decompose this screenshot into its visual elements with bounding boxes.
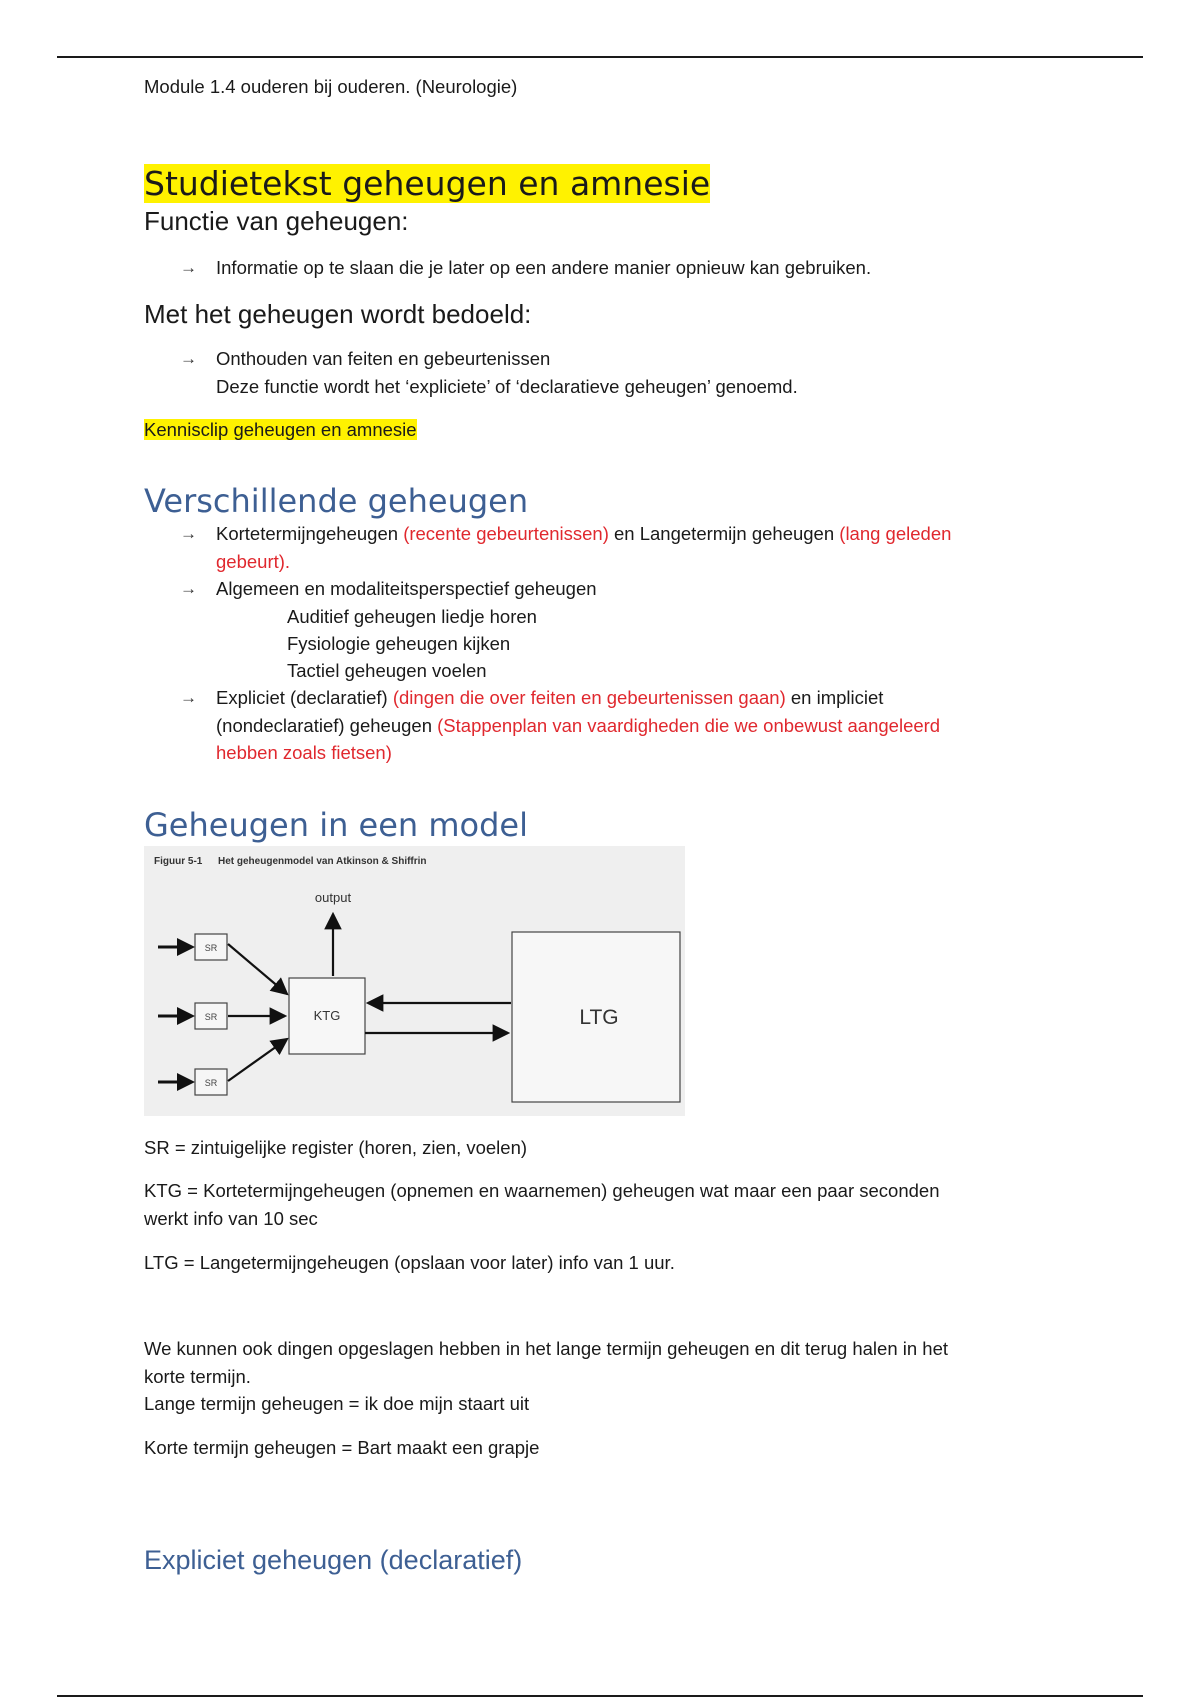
bullet-expliciet — [216, 684, 1076, 711]
meaning-bullet-line2: Deze functie wordt het ‘expliciete’ of ‘declaratieve geheugen’ genoemd. — [216, 376, 798, 397]
bottom-rule — [57, 1695, 1143, 1697]
bullet-expliciet-line3: hebben zoals fietsen) — [216, 742, 392, 763]
paragraph-line4: Korte termijn geheugen = Bart maakt een grapje — [144, 1437, 540, 1458]
definition-ktg-line1: KTG = Kortetermijngeheugen (opnemen en waarnemen) geheugen wat maar een paar seconden — [144, 1180, 940, 1201]
bullet-text: Kortetermijngeheugen — [216, 523, 404, 544]
kennisclip-text: Kennisclip geheugen en amnesie — [144, 419, 417, 440]
bullet-algemeen: Algemeen en modaliteitsperspectief geheugen — [216, 578, 597, 599]
ltg-label: LTG — [579, 1006, 619, 1029]
definition-ltg: LTG = Langetermijngeheugen (opslaan voor later) info van 1 uur. — [144, 1252, 675, 1273]
meaning-bullet-line1: Onthouden van feiten en gebeurtenissen — [216, 348, 551, 369]
meaning-heading: Met het geheugen wordt bedoeld: — [144, 299, 532, 329]
memory-model-figure — [144, 846, 685, 1116]
kennisclip-link[interactable] — [144, 416, 417, 443]
bullet-note-continued: gebeurt). — [216, 551, 291, 572]
bullet-note: (dingen die over feiten en gebeurtenissen gaan) — [392, 687, 786, 708]
bullet-note: (recente gebeurtenissen) — [403, 523, 609, 544]
figure-caption-num: Figuur 5-1 — [154, 856, 203, 867]
bullet-text: (nondeclaratief) geheugen — [216, 715, 438, 736]
bullet-note: (Stappenplan van vaardigheden die we onbewust aangeleerd — [437, 715, 941, 736]
paragraph-line3: Lange termijn geheugen = ik doe mijn staart uit — [144, 1393, 530, 1414]
sr-label: SR — [204, 943, 218, 953]
arrow-icon: → — [180, 524, 197, 543]
definition-sr: SR = zintuigelijke register (horen, zien, voelen) — [144, 1137, 528, 1158]
paragraph-line2: korte termijn. — [144, 1366, 251, 1387]
arrow-icon: → — [180, 688, 197, 707]
figure-caption-text: Het geheugenmodel van Atkinson & Shiffrin — [218, 856, 427, 867]
section-heading-model: Geheugen in een model — [144, 806, 528, 844]
bullet-note: (lang geleden — [839, 523, 952, 544]
sr-to-ktg-arrow — [228, 1039, 287, 1081]
module-title: Module 1.4 ouderen bij ouderen. (Neurologie) — [144, 76, 518, 97]
sub-item-tactiel: Tactiel geheugen voelen — [287, 660, 487, 681]
function-heading: Functie van geheugen: — [144, 206, 409, 236]
top-rule — [57, 56, 1143, 58]
bullet-text: en Langetermijn geheugen — [608, 523, 840, 544]
sub-item-fysiologie: Fysiologie geheugen kijken — [287, 633, 511, 654]
bullet-kort-lang — [216, 520, 1076, 547]
paragraph-line1: We kunnen ook dingen opgeslagen hebben in het lange termijn geheugen en dit terug halen in het — [144, 1338, 949, 1359]
sr-to-ktg-arrow — [228, 944, 287, 994]
section-heading-verschillende: Verschillende geheugen — [144, 482, 529, 520]
sr-label: SR — [204, 1012, 218, 1022]
bullet-text: en impliciet — [785, 687, 884, 708]
output-label: output — [314, 890, 352, 905]
arrow-icon: → — [180, 258, 197, 277]
arrow-icon: → — [180, 579, 197, 598]
page-title-text: Studietekst geheugen en amnesie — [144, 164, 711, 203]
ktg-label: KTG — [313, 1008, 341, 1023]
sub-item-auditief: Auditief geheugen liedje horen — [287, 606, 537, 627]
section-heading-expliciet: Expliciet geheugen (declaratief) — [144, 1545, 523, 1575]
memory-model-diagram — [144, 846, 685, 1116]
page-title — [144, 164, 710, 204]
definition-ktg-line2: werkt info van 10 sec — [144, 1208, 318, 1229]
function-bullet: Informatie op te slaan die je later op een andere manier opnieuw kan gebruiken. — [216, 257, 872, 278]
arrow-icon: → — [180, 349, 197, 368]
sr-label: SR — [204, 1078, 218, 1088]
bullet-text: Expliciet (declaratief) — [216, 687, 393, 708]
bullet-expliciet-line2 — [216, 712, 1076, 739]
